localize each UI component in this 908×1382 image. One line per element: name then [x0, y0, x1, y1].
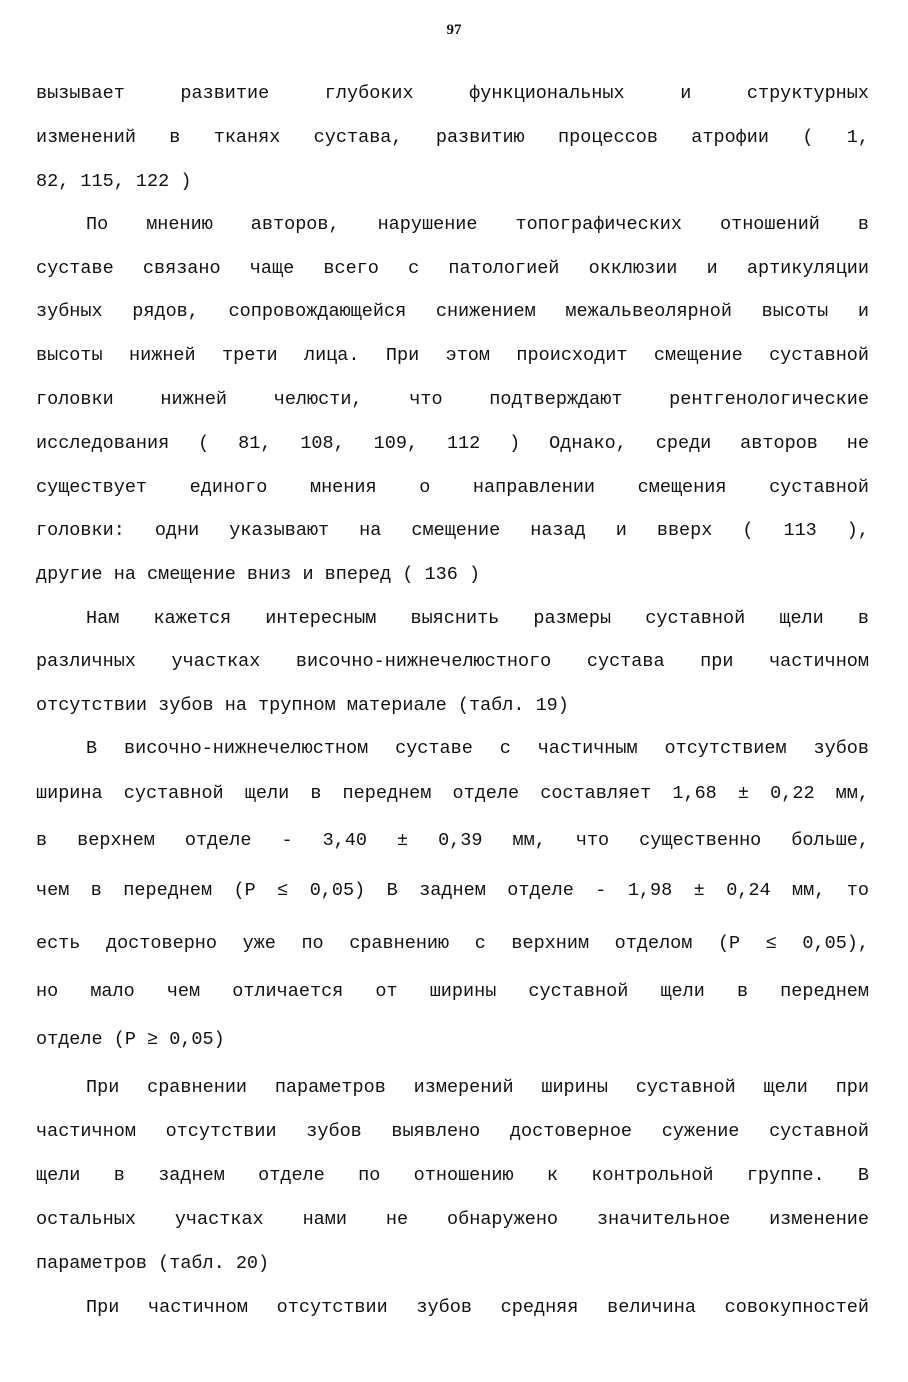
text-line: исследования ( 81, 108, 109, 112 ) Однако, среди авторов не: [36, 433, 869, 454]
text-line: частичном отсутствии зубов выявлено достоверное сужение суставной: [36, 1121, 869, 1142]
text-line: существует единого мнения о направлении смещения суставной: [36, 477, 869, 498]
text-line: Нам кажется интересным выяснить размеры суставной щели в: [86, 608, 869, 629]
text-line: 82, 115, 122 ): [36, 171, 192, 192]
text-line: суставе связано чаще всего с патологией окклюзии и артикуляции: [36, 258, 869, 279]
text-line: При сравнении параметров измерений ширины суставной щели при: [86, 1077, 869, 1098]
text-line: зубных рядов, сопровождающейся снижением межальвеолярной высоты и: [36, 301, 869, 322]
text-line: отсутствии зубов на трупном материале (табл. 19): [36, 695, 569, 716]
text-line: изменений в тканях сустава, развитию процессов атрофии ( 1,: [36, 127, 869, 148]
page-number: 97: [446, 22, 462, 38]
text-line: отделе (P ≥ 0,05): [36, 1029, 225, 1050]
text-line: щели в заднем отделе по отношению к контрольной группе. В: [36, 1165, 869, 1186]
text-line: головки нижней челюсти, что подтверждают рентгенологические: [36, 389, 869, 410]
text-line: но мало чем отличается от ширины суставной щели в переднем: [36, 981, 869, 1002]
text-line: в верхнем отделе - 3,40 ± 0,39 мм, что существенно больше,: [36, 830, 869, 851]
text-line: головки: одни указывают на смещение назад и вверх ( 113 ),: [36, 520, 869, 541]
text-line: В височно-нижнечелюстном суставе с частичным отсутствием зубов: [86, 738, 869, 759]
text-line: высоты нижней трети лица. При этом происходит смещение суставной: [36, 345, 869, 366]
text-line: По мнению авторов, нарушение топографических отношений в: [86, 214, 869, 235]
text-line: При частичном отсутствии зубов средняя величина совокупностей: [86, 1297, 869, 1318]
text-line: чем в переднем (P ≤ 0,05) В заднем отделе - 1,98 ± 0,24 мм, то: [36, 880, 869, 901]
text-line: остальных участках нами не обнаружено значительное изменение: [36, 1209, 869, 1230]
text-line: другие на смещение вниз и вперед ( 136 ): [36, 564, 481, 585]
text-line: есть достоверно уже по сравнению с верхним отделом (P ≤ 0,05),: [36, 933, 869, 954]
text-line: ширина суставной щели в переднем отделе составляет 1,68 ± 0,22 мм,: [36, 783, 869, 804]
text-line: различных участках височно-нижнечелюстного сустава при частичном: [36, 651, 869, 672]
text-line: параметров (табл. 20): [36, 1253, 270, 1274]
text-line: вызывает развитие глубоких функциональных и структурных: [36, 83, 869, 104]
